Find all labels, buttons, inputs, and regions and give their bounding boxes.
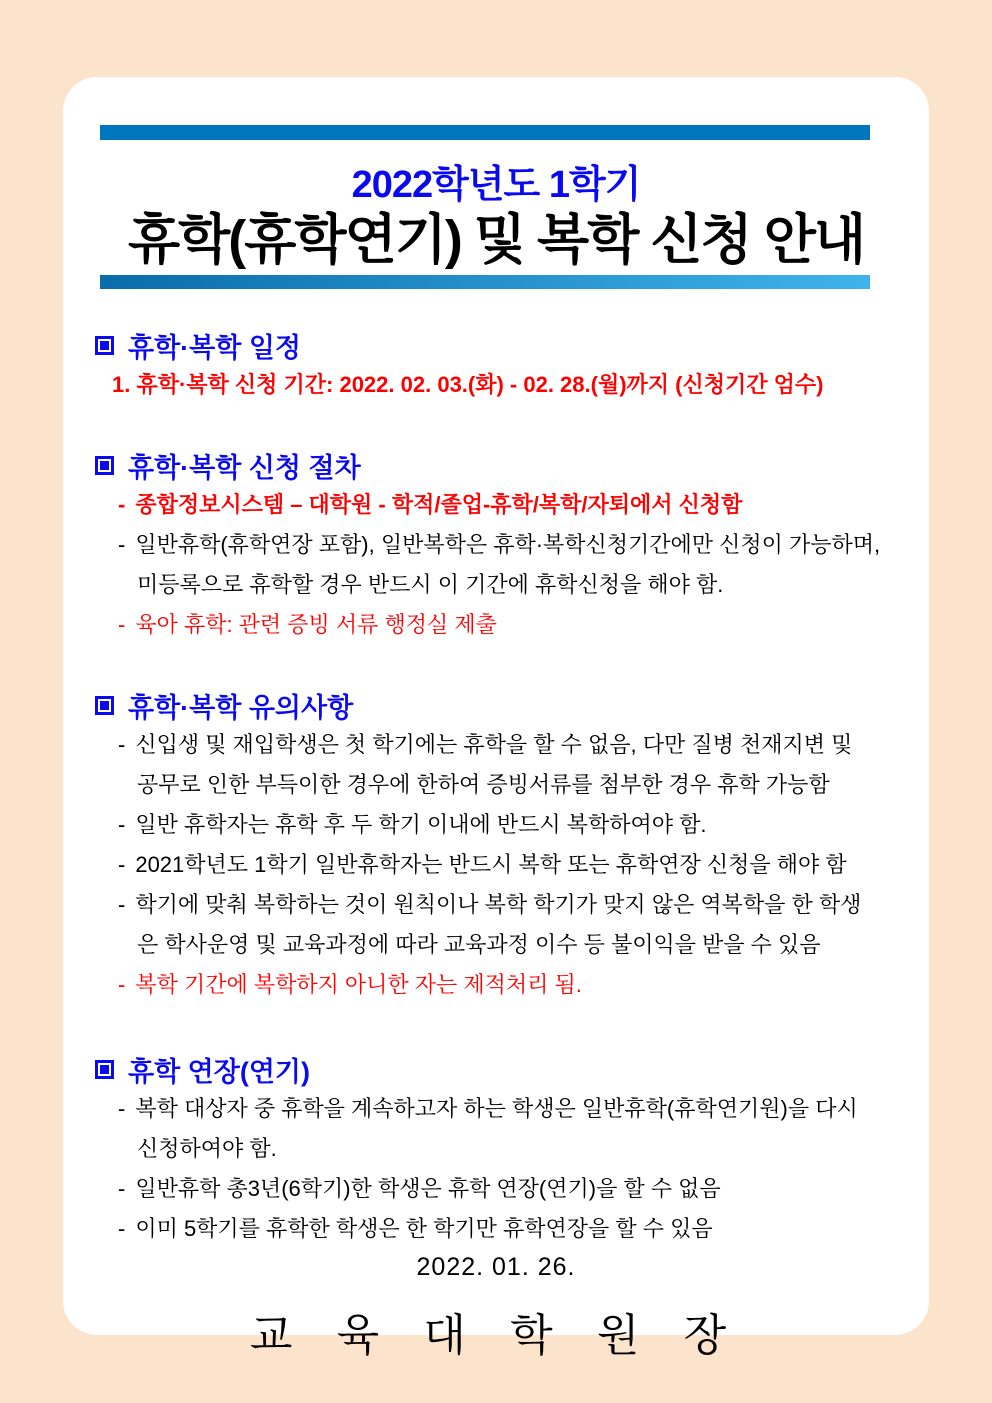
section — [95, 445, 885, 645]
notice-title: 휴학(휴학연기) 및 복학 신청 안내 — [127, 210, 865, 270]
line-text: 2021학년도 1학기 일반휴학자는 반드시 복학 또는 휴학연장 신청을 해야 함 — [135, 852, 847, 877]
line-text: 학기에 맞춰 복학하는 것이 원칙이나 복학 학기가 맞지 않은 역복학을 한 학생 — [135, 892, 862, 917]
line-text: 은 학사운영 및 교육과정에 따라 교육과정 이수 등 불이익을 받을 수 있음 — [137, 932, 821, 957]
continuation-line — [95, 765, 885, 805]
line-text: 이미 5학기를 휴학한 학생은 한 학기만 휴학연장을 할 수 있음 — [135, 1216, 713, 1241]
section — [95, 685, 885, 1005]
section-bullet-inner — [100, 341, 109, 350]
dash-bullet: - — [118, 532, 126, 557]
bullet-line — [95, 605, 885, 645]
bullet-line — [95, 485, 885, 525]
bullet-line — [95, 725, 885, 765]
line-text: 일반휴학(휴학연장 포함), 일반복학은 휴학·복학신청기간에만 신청이 가능하며, — [135, 532, 881, 557]
bullet-line — [95, 805, 885, 845]
notice-date: 2022. 01. 26. — [416, 1253, 576, 1281]
section-heading-label: 휴학·복학 유의사항 — [128, 692, 354, 723]
dash-bullet: - — [118, 1176, 126, 1201]
line-text: 1. 휴학·복학 신청 기간: 2022. 02. 03.(화) - 02. 28.(월)까지 (신청기간 엄수) — [112, 372, 824, 397]
line-text: 공무로 인한 부득이한 경우에 한하여 증빙서류를 첨부한 경우 휴학 가능함 — [137, 772, 830, 797]
line-text: 일반 휴학자는 휴학 후 두 학기 이내에 반드시 복학하여야 함. — [135, 812, 707, 837]
section — [95, 325, 885, 405]
line-text: 종합정보시스템 – 대학원 - 학적/졸업-휴학/복학/자퇴에서 신청함 — [135, 492, 743, 517]
dash-bullet: - — [118, 852, 126, 877]
section-heading — [95, 685, 885, 725]
line-text: 육아 휴학: 관련 증빙 서류 행정실 제출 — [135, 612, 497, 637]
section-heading-label: 휴학·복학 신청 절차 — [128, 452, 361, 483]
section-heading — [95, 1049, 885, 1089]
line-text: 신청하여야 함. — [137, 1136, 277, 1161]
line-text: 신입생 및 재입학생은 첫 학기에는 휴학을 할 수 없음, 다만 질병 천재지변 및 — [135, 732, 853, 757]
section — [95, 1049, 885, 1249]
continuation-line — [95, 925, 885, 965]
continuation-line — [95, 1129, 885, 1169]
bullet-line — [95, 525, 885, 565]
dash-bullet: - — [118, 1216, 126, 1241]
section-heading-label: 휴학·복학 일정 — [128, 332, 301, 363]
dash-bullet: - — [118, 1096, 126, 1121]
dash-bullet: - — [118, 732, 126, 757]
section-bullet-inner — [100, 701, 109, 710]
bullet-line — [95, 1209, 885, 1249]
section-bullet-inner — [100, 1065, 109, 1074]
continuation-line — [95, 565, 885, 605]
dash-bullet: - — [118, 972, 126, 997]
title-underline-gradient-bar — [100, 275, 870, 289]
bullet-line — [95, 365, 885, 405]
notice-card — [63, 77, 929, 1360]
section-heading-label: 휴학 연장(연기) — [128, 1056, 310, 1087]
issuer-signature: 교 육 대 학 원 장 — [249, 1311, 743, 1360]
line-text: 복학 기간에 복학하지 아니한 자는 제적처리 됨. — [135, 972, 582, 997]
top-accent-bar — [100, 125, 870, 140]
notice-subtitle: 2022학년도 1학기 — [351, 164, 641, 206]
bullet-line — [95, 1169, 885, 1209]
line-text: 복학 대상자 중 휴학을 계속하고자 하는 학생은 일반휴학(휴학연기원)을 다시 — [135, 1096, 858, 1121]
section-heading — [95, 325, 885, 365]
line-text: 일반휴학 총3년(6학기)한 학생은 휴학 연장(연기)을 할 수 없음 — [135, 1176, 721, 1201]
bullet-line — [95, 965, 885, 1005]
line-text: 미등록으로 휴학할 경우 반드시 이 기간에 휴학신청을 해야 함. — [137, 572, 724, 597]
dash-bullet: - — [118, 492, 126, 517]
bullet-line — [95, 1089, 885, 1129]
dash-bullet: - — [118, 612, 126, 637]
section-bullet-inner — [100, 461, 109, 470]
dash-bullet: - — [118, 812, 126, 837]
section-bullet-icon — [95, 456, 114, 475]
bullet-line — [95, 845, 885, 885]
bullet-line — [95, 885, 885, 925]
section-bullet-icon — [95, 336, 114, 355]
section-heading — [95, 445, 885, 485]
section-bullet-icon — [95, 1060, 114, 1079]
section-bullet-icon — [95, 696, 114, 715]
dash-bullet: - — [118, 892, 126, 917]
